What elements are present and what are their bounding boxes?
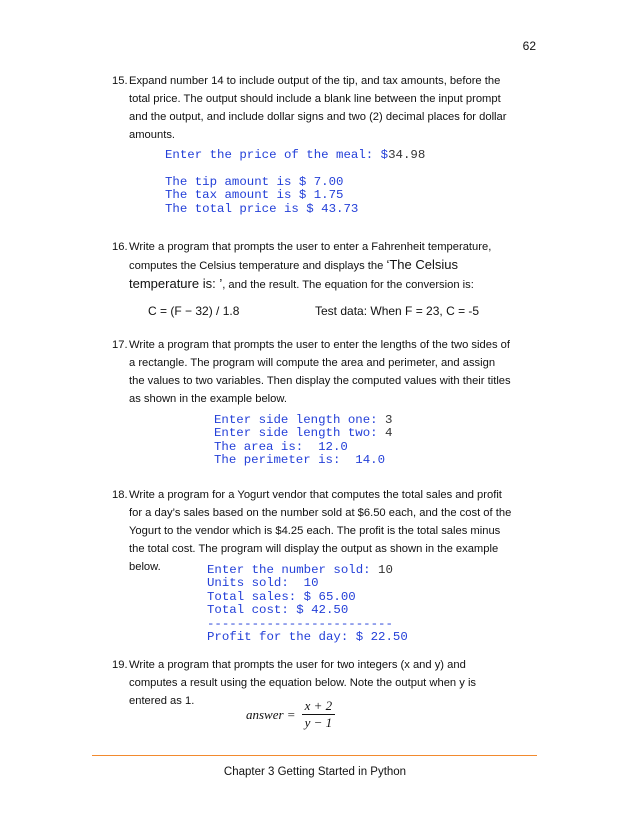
- code-line: The total price is $ 43.73: [165, 201, 359, 216]
- answer-equation: [246, 698, 335, 731]
- footer-chapter-title: Chapter 3 Getting Started in Python: [223, 766, 407, 778]
- code-line: The tax amount is $ 1.75: [165, 188, 344, 203]
- code-example-15: [165, 149, 425, 216]
- item-number: 17.: [112, 339, 128, 351]
- item-text: Write a program that prompts the user to enter the lengths of the two sides of a rectangle. The program will compute the area and perimeter, and assign the values to two variables. Then display the computed values with their titles as shown in the example below.: [129, 339, 511, 405]
- code-line: Enter the price of the meal: $: [165, 148, 389, 162]
- celsius-formula: C = (F − 32) / 1.8: [148, 304, 240, 318]
- test-data: Test data: When F = 23, C = -5: [315, 304, 480, 318]
- numerator: x + 2: [304, 698, 333, 713]
- item-text: Expand number 14 to include output of the tip, and tax amounts, before the total price. The output should include a blank line between the input prompt and the output, and include dollar signs and two (2) decimal places for dollar amounts.: [129, 75, 507, 141]
- denominator: y − 1: [304, 715, 333, 730]
- page-number: 62: [522, 39, 536, 53]
- code-example-18: Enter the number sold: 10 Units sold: 10 Total sales: $ 65.00 Total cost: $ 42.50 ------------------------- Profit for the day: $ 22.50: [207, 563, 408, 645]
- item-text: Write a program for a Yogurt vendor that computes the total sales and profit for a day’s sales based on the number sold at $6.50 each, and the cost of the Yogurt to the vendor which is $4.25 each. The profit is the total sales minus the total cost. The program will display the output as shown in the example below.: [129, 489, 512, 573]
- item-number: 18.: [112, 489, 128, 501]
- code-line: The tip amount is $ 7.00: [165, 174, 344, 189]
- code-input: 34.98: [388, 148, 426, 162]
- item-number: 19.: [112, 659, 128, 671]
- item-text: Write a program that prompts the user to enter a Fahrenheit temperature, computes the Celsius temperature and displays the ‘The Celsius temperature is: ’, and the result. The equation for the conversion is:: [129, 241, 492, 291]
- item-text: Write a program that prompts the user for two integers (x and y) and computes a result using the equation below. Note the output when y is entered as 1.: [129, 659, 477, 707]
- equation-lhs: answer =: [246, 706, 296, 722]
- exercise-15: [112, 72, 512, 144]
- item-number: 16.: [112, 241, 128, 253]
- footer-divider: [92, 755, 537, 756]
- exercise-16: [112, 238, 512, 294]
- item-number: 15.: [112, 75, 128, 87]
- exercise-17: [112, 336, 512, 408]
- code-example-17: Enter side length one: 3 Enter side length two: 4 The area is: 12.0 The perimeter is: 14.0: [214, 413, 393, 468]
